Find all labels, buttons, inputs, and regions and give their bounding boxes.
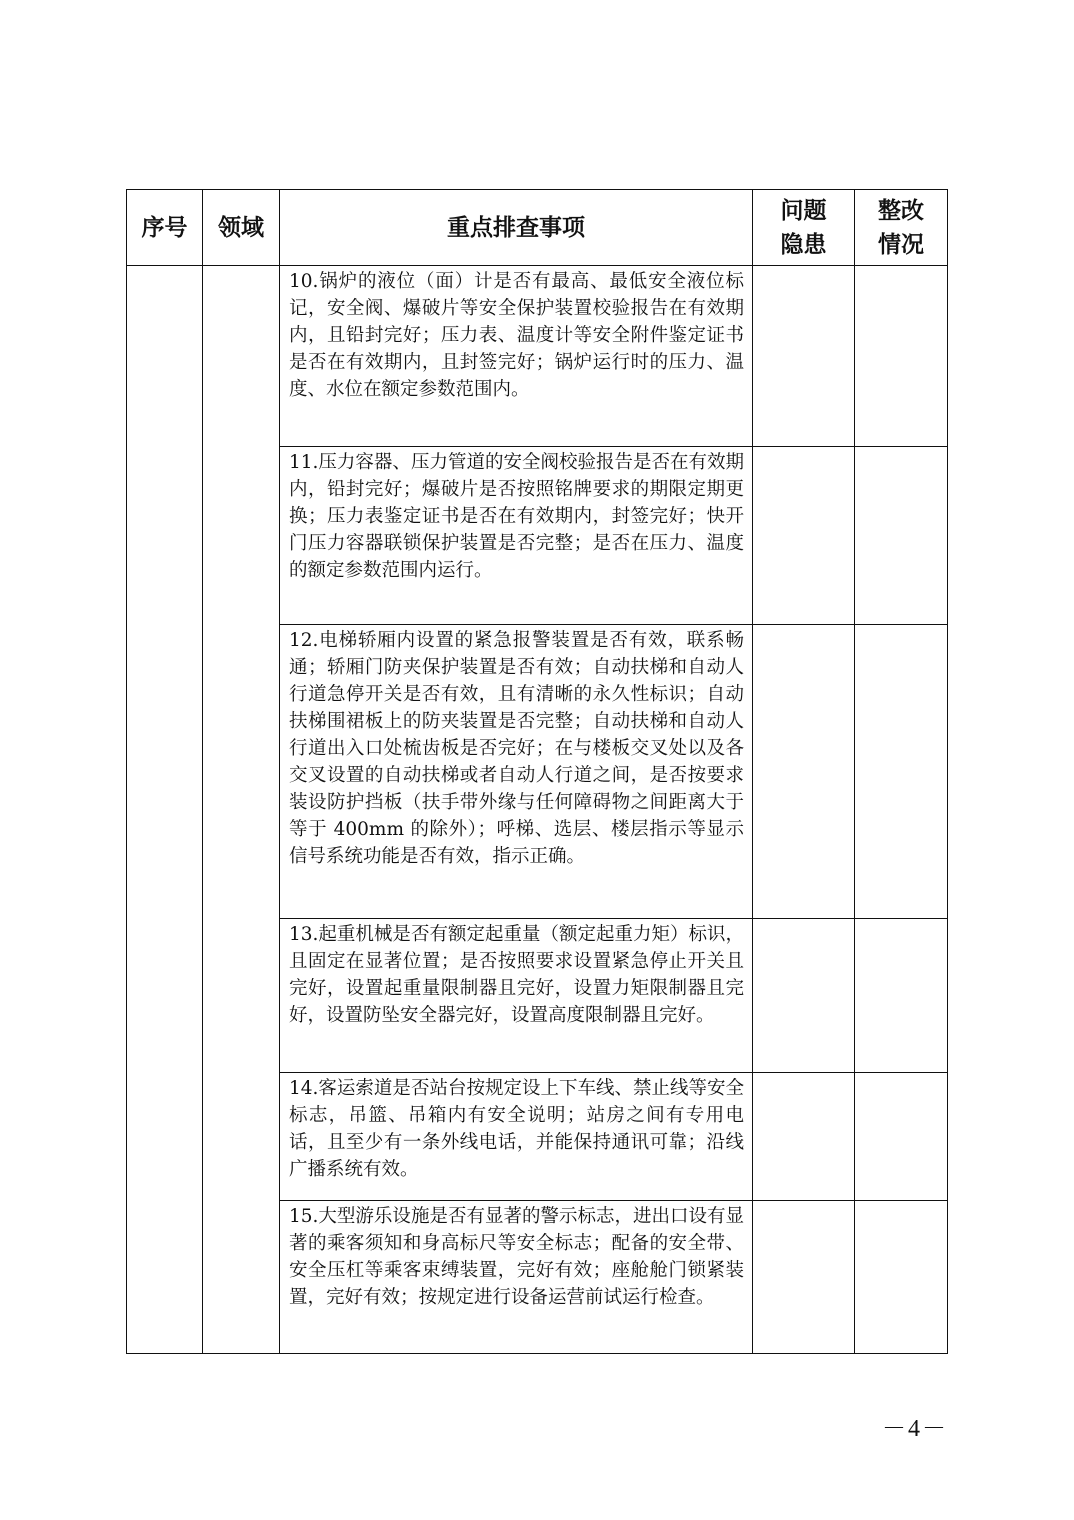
inspection-table bbox=[126, 189, 948, 1354]
header-issue-line1: 问题 bbox=[780, 197, 827, 224]
issue-cell bbox=[753, 447, 855, 625]
fix-cell bbox=[855, 625, 948, 919]
item-cell-14: 14.客运索道是否站台按规定设上下车线、禁止线等安全标志，吊篮、吊箱内有安全说明；站房之间有专用电话，且至少有一条外线电话，并能保持通讯可靠；沿线广播系统有效。 bbox=[280, 1073, 753, 1201]
header-issue bbox=[753, 190, 855, 266]
header-issue-line2: 隐患 bbox=[780, 231, 827, 258]
issue-cell bbox=[753, 1073, 855, 1201]
issue-cell bbox=[753, 266, 855, 447]
header-fix-line2: 情况 bbox=[878, 231, 924, 258]
fix-cell bbox=[855, 447, 948, 625]
header-seq: 序号 bbox=[127, 190, 203, 266]
item-cell-12: 12.电梯轿厢内设置的紧急报警装置是否有效，联系畅通；轿厢门防夹保护装置是否有效；自动扶梯和自动人行道急停开关是否有效，且有清晰的永久性标识；自动扶梯围裙板上的防夹装置是否完整；自动扶梯和自动人行道出入口处梳齿板是否完好；在与楼板交叉处以及各交叉设置的自动扶梯或者自动人行道之间，是否按要求装设防护挡板（扶手带外缘与任何障碍物之间距离大于等于 400mm 的除外）；呼梯、选层、楼层指示等显示信号系统功能是否有效，指示正确。 bbox=[280, 625, 753, 919]
header-fix-line1: 整改 bbox=[878, 197, 924, 224]
header-item: 重点排查事项 bbox=[280, 190, 753, 266]
item-cell-10: 10.锅炉的液位（面）计是否有最高、最低安全液位标记，安全阀、爆破片等安全保护装置校验报告在有效期内，且铅封完好；压力表、温度计等安全附件鉴定证书是否在有效期内，且封签完好；锅炉运行时的压力、温度、水位在额定参数范围内。 bbox=[280, 266, 753, 447]
header-fix bbox=[855, 190, 948, 266]
fix-cell bbox=[855, 1073, 948, 1201]
page-number: －4－ bbox=[882, 1416, 948, 1442]
item-cell-13: 13.起重机械是否有额定起重量（额定起重力矩）标识，且固定在显著位置；是否按照要求设置紧急停止开关且完好，设置起重量限制器且完好，设置力矩限制器且完好，设置防坠安全器完好，设置高度限制器且完好。 bbox=[280, 919, 753, 1073]
seq-cell bbox=[127, 266, 203, 1354]
issue-cell bbox=[753, 1201, 855, 1354]
fix-cell bbox=[855, 266, 948, 447]
fix-cell bbox=[855, 919, 948, 1073]
issue-cell bbox=[753, 919, 855, 1073]
item-cell-15: 15.大型游乐设施是否有显著的警示标志，进出口设有显著的乘客须知和身高标尺等安全标志；配备的安全带、安全压杠等乘客束缚装置，完好有效；座舱舱门锁紧装置，完好有效；按规定进行设备运营前试运行检查。 bbox=[280, 1201, 753, 1354]
fix-cell bbox=[855, 1201, 948, 1354]
table-row bbox=[127, 266, 948, 447]
domain-cell bbox=[203, 266, 280, 1354]
header-domain: 领域 bbox=[203, 190, 280, 266]
issue-cell bbox=[753, 625, 855, 919]
item-cell-11: 11.压力容器、压力管道的安全阀校验报告是否在有效期内，铅封完好；爆破片是否按照铭牌要求的期限定期更换；压力表鉴定证书是否在有效期内，封签完好；快开门压力容器联锁保护装置是否完整；是否在压力、温度的额定参数范围内运行。 bbox=[280, 447, 753, 625]
table-header-row bbox=[127, 190, 948, 266]
